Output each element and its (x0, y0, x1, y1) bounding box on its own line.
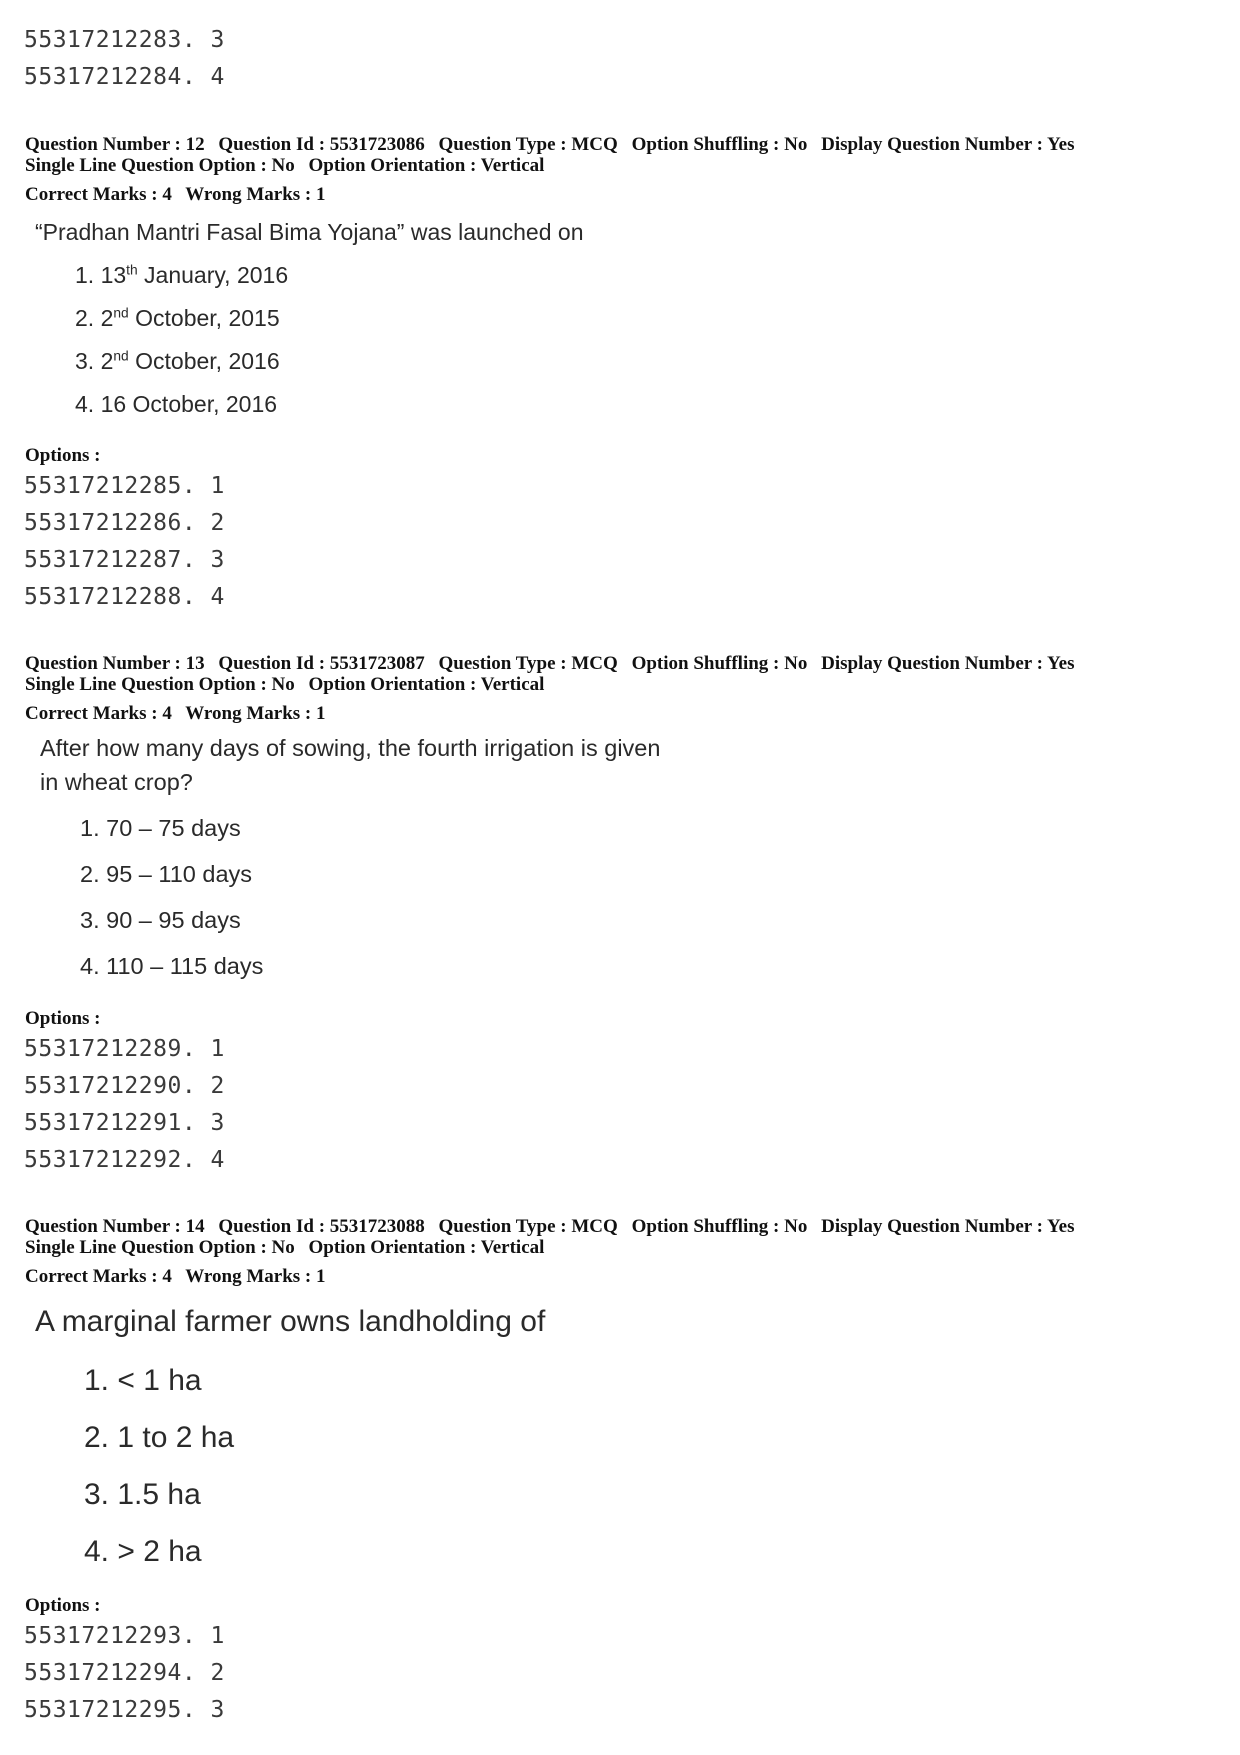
display-question-number: Display Question Number : Yes (821, 134, 1075, 155)
question-number: Question Number : 12 (25, 134, 205, 155)
option-shuffling: Option Shuffling : No (631, 134, 808, 155)
marks-line (25, 704, 334, 724)
single-line-option: Single Line Question Option : No (25, 155, 295, 176)
question-choice: 3. 90 – 95 days (80, 907, 241, 933)
option-orientation: Option Orientation : Vertical (308, 1237, 545, 1258)
single-line-option: Single Line Question Option : No (25, 674, 295, 695)
question-type: Question Type : MCQ (438, 134, 618, 155)
correct-marks: Correct Marks : 4 (25, 703, 172, 724)
option-code: 55317212285. 1 (24, 473, 225, 499)
question-choice: 2. 1 to 2 ha (84, 1421, 235, 1454)
question-type: Question Type : MCQ (438, 1216, 618, 1237)
display-question-number: Display Question Number : Yes (821, 1216, 1075, 1237)
question-choice: 4. > 2 ha (84, 1535, 202, 1568)
question-choice: 4. 110 – 115 days (80, 953, 264, 979)
options-label: Options : (25, 1595, 101, 1616)
question-choice: 2. 95 – 110 days (80, 861, 253, 887)
question-meta-line (25, 135, 1083, 155)
options-label: Options : (25, 1008, 101, 1029)
option-code: 55317212288. 4 (24, 584, 225, 610)
option-code: 55317212294. 2 (24, 1660, 225, 1686)
question-meta-line (25, 654, 1083, 674)
question-stem-line: After how many days of sowing, the fourth irrigation is given (40, 735, 661, 761)
marks-line (25, 185, 334, 205)
question-choice: 1. < 1 ha (84, 1364, 202, 1397)
wrong-marks: Wrong Marks : 1 (185, 184, 326, 205)
question-choice: 3. 1.5 ha (84, 1478, 201, 1511)
option-code: 55317212286. 2 (24, 510, 225, 536)
question-number: Question Number : 14 (25, 1216, 205, 1237)
question-stem-line: in wheat crop? (40, 769, 193, 795)
option-code: 55317212295. 3 (24, 1697, 225, 1723)
option-code: 55317212293. 1 (24, 1623, 225, 1649)
single-line-option: Single Line Question Option : No (25, 1237, 295, 1258)
question-meta-line (25, 1238, 553, 1258)
option-orientation: Option Orientation : Vertical (308, 674, 545, 695)
wrong-marks: Wrong Marks : 1 (185, 703, 326, 724)
marks-line (25, 1267, 334, 1287)
option-code: 55317212283. 3 (24, 27, 225, 53)
question-meta-line (25, 156, 553, 176)
question-choice: 2. 2nd October, 2015 (75, 305, 280, 331)
correct-marks: Correct Marks : 4 (25, 1266, 172, 1287)
question-choice: 4. 16 October, 2016 (75, 391, 278, 417)
display-question-number: Display Question Number : Yes (821, 653, 1075, 674)
question-choice: 1. 70 – 75 days (80, 815, 241, 841)
question-choice: 1. 13th January, 2016 (75, 262, 289, 288)
question-meta-line (25, 675, 553, 695)
option-code: 55317212292. 4 (24, 1147, 225, 1173)
options-label: Options : (25, 445, 101, 466)
option-code: 55317212287. 3 (24, 547, 225, 573)
option-orientation: Option Orientation : Vertical (308, 155, 545, 176)
question-stem: A marginal farmer owns landholding of (35, 1305, 546, 1338)
option-code: 55317212291. 3 (24, 1110, 225, 1136)
option-shuffling: Option Shuffling : No (631, 653, 808, 674)
question-choice: 3. 2nd October, 2016 (75, 348, 280, 374)
question-number: Question Number : 13 (25, 653, 205, 674)
question-id: Question Id : 5531723086 (218, 134, 425, 155)
question-type: Question Type : MCQ (438, 653, 618, 674)
question-stem: “Pradhan Mantri Fasal Bima Yojana” was launched on (35, 219, 584, 245)
option-code: 55317212284. 4 (24, 64, 225, 90)
option-code: 55317212289. 1 (24, 1036, 225, 1062)
option-shuffling: Option Shuffling : No (631, 1216, 808, 1237)
correct-marks: Correct Marks : 4 (25, 184, 172, 205)
option-code: 55317212290. 2 (24, 1073, 225, 1099)
wrong-marks: Wrong Marks : 1 (185, 1266, 326, 1287)
question-id: Question Id : 5531723087 (218, 653, 425, 674)
question-meta-line (25, 1217, 1083, 1237)
question-id: Question Id : 5531723088 (218, 1216, 425, 1237)
